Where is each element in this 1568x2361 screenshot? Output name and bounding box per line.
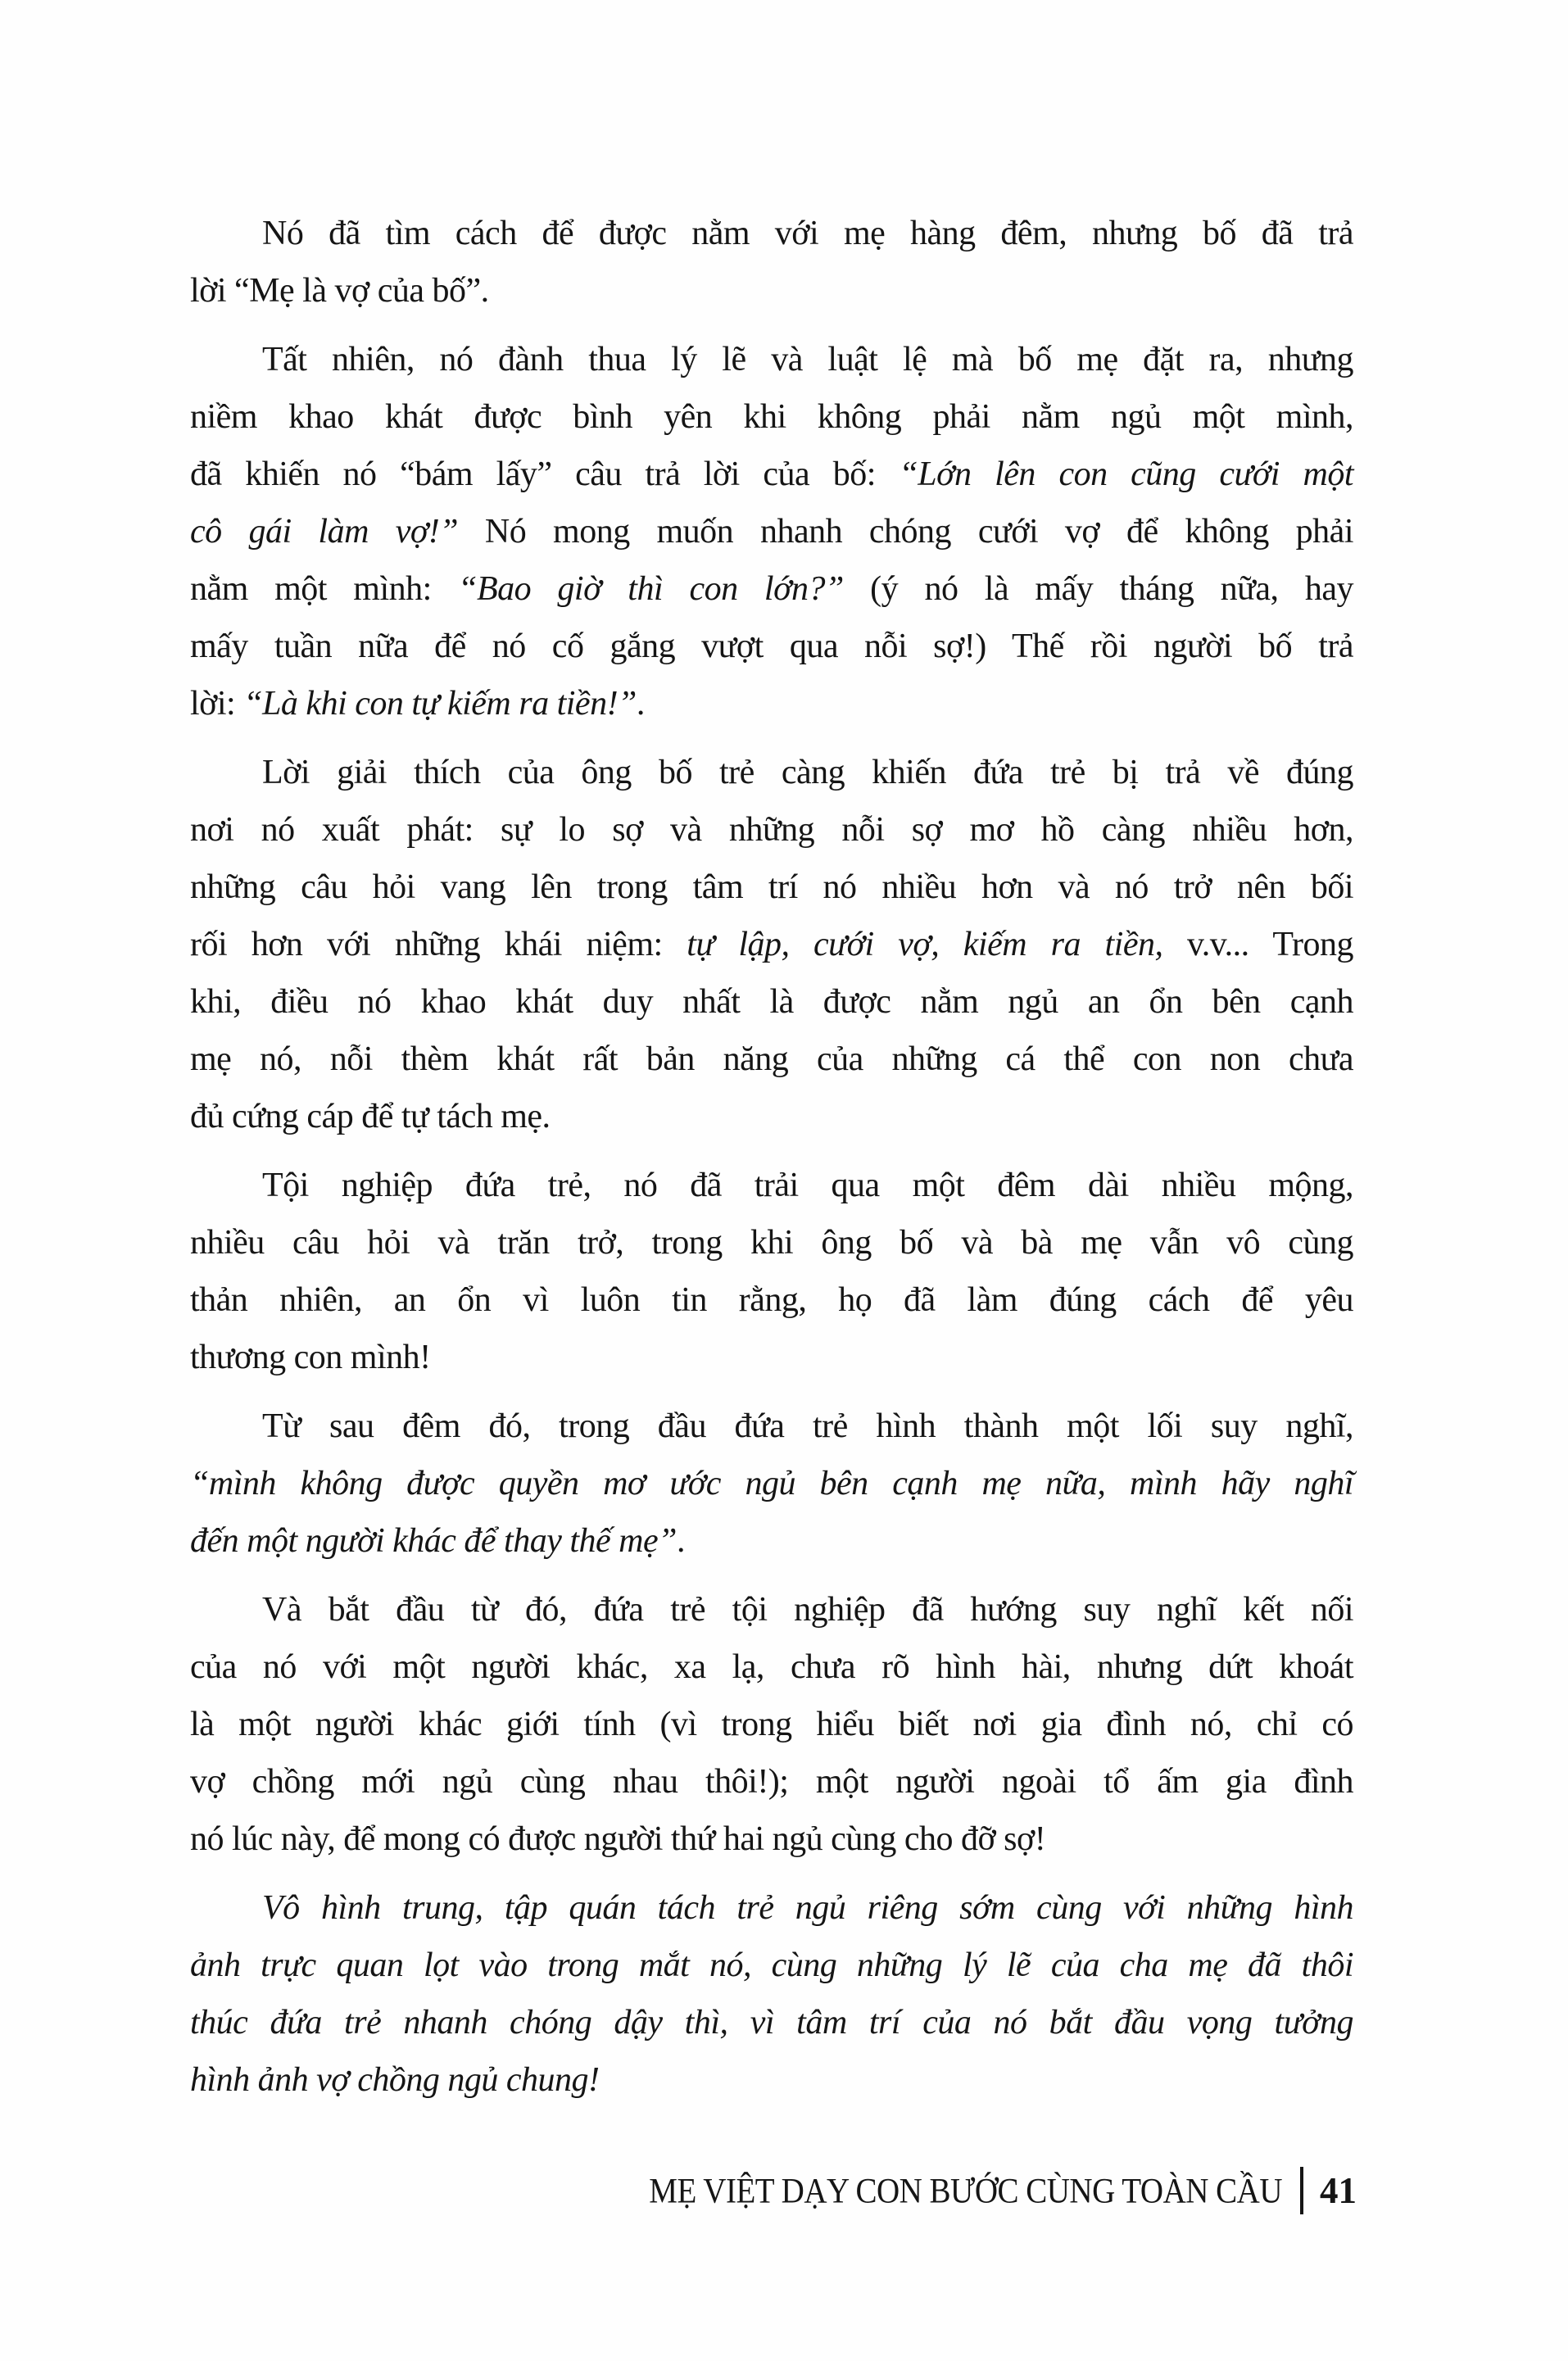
text-segment: nơi nó xuất phát: sự lo sợ và những nỗi sợ mơ hồ càng nhiều hơn, — [190, 811, 1353, 849]
text-line — [190, 1753, 1353, 1810]
text-segment: đã khiến nó “bám lấy” câu trả lời của bố: — [190, 455, 900, 493]
text-segment: của nó với một người khác, xa lạ, chưa rõ hình hài, nhưng dứt khoát — [190, 1648, 1353, 1686]
text-line — [190, 446, 1353, 503]
text-segment: nằm một mình: — [190, 570, 459, 608]
text-line — [190, 1398, 1353, 1455]
text-segment: đủ cứng cáp để tự tách mẹ. — [190, 1098, 551, 1135]
text-segment: mấy tuần nữa để nó cố gắng vượt qua nỗi sợ!) Thế rồi người bố trả — [190, 628, 1353, 665]
text-line — [190, 1638, 1353, 1696]
italic-text-segment: thúc đứa trẻ nhanh chóng dậy thì, vì tâm trí của nó bắt đầu vọng tưởng — [190, 2004, 1353, 2042]
text-line — [190, 1810, 1353, 1868]
text-line — [190, 1512, 1353, 1570]
text-line — [190, 388, 1353, 446]
text-line — [190, 262, 1353, 319]
text-line — [190, 973, 1353, 1031]
text-line — [190, 675, 1353, 732]
text-line — [190, 560, 1353, 618]
italic-text-segment: cô gái làm vợ!” — [190, 513, 459, 551]
text-segment: mẹ nó, nỗi thèm khát rất bản năng của những cá thể con non chưa — [190, 1040, 1353, 1078]
italic-text-segment: “Là khi con tự kiếm ra tiền!” — [243, 685, 637, 723]
text-segment: (ý nó là mấy tháng nữa, hay — [843, 570, 1353, 608]
text-segment: những câu hỏi vang lên trong tâm trí nó nhiều hơn và nó trở nên bối — [190, 868, 1353, 906]
text-segment: . — [677, 1522, 686, 1560]
footer-title: MẸ VIỆT DẠY CON BƯỚC CÙNG TOÀN CẦU — [649, 2170, 1282, 2211]
text-segment: Nó đã tìm cách để được nằm với mẹ hàng đêm, nhưng bố đã trả — [262, 215, 1353, 252]
text-segment: Tội nghiệp đứa trẻ, nó đã trải qua một đêm dài nhiều mộng, — [262, 1167, 1353, 1204]
text-segment: khi, điều nó khao khát duy nhất là được nằm ngủ an ổn bên cạnh — [190, 983, 1353, 1021]
text-segment: niềm khao khát được bình yên khi không phải nằm ngủ một mình, — [190, 398, 1353, 436]
text-segment: . — [636, 685, 645, 723]
text-line — [190, 1994, 1353, 2051]
page-number: 41 — [1320, 2170, 1357, 2211]
text-line — [190, 331, 1353, 388]
text-segment: nhiều câu hỏi và trăn trở, trong khi ông bố và bà mẹ vẫn vô cùng — [190, 1224, 1353, 1262]
text-segment: Từ sau đêm đó, trong đầu đứa trẻ hình thành một lối suy nghĩ, — [262, 1407, 1353, 1445]
text-line — [190, 916, 1353, 973]
text-line — [190, 1879, 1353, 1937]
text-line — [190, 1157, 1353, 1214]
text-line — [190, 1937, 1353, 1994]
running-footer — [649, 2167, 1357, 2214]
text-line — [190, 2051, 1353, 2109]
text-segment: nó lúc này, để mong có được người thứ hai ngủ cùng cho đỡ sợ! — [190, 1820, 1046, 1858]
italic-text-segment: đến một người khác để thay thế mẹ” — [190, 1522, 678, 1560]
italic-text-segment: “Bao giờ thì con lớn?” — [458, 570, 844, 608]
text-segment: rối hơn với những khái niệm: — [190, 926, 687, 963]
text-segment: thản nhiên, an ổn vì luôn tin rằng, họ đã làm đúng cách để yêu — [190, 1281, 1353, 1319]
text-segment: là một người khác giới tính (vì trong hiểu biết nơi gia đình nó, chỉ có — [190, 1706, 1353, 1743]
text-line — [190, 1031, 1353, 1088]
paragraph — [190, 1879, 1353, 2109]
italic-text-segment: Vô hình trung, tập quán tách trẻ ngủ riêng sớm cùng với những hình — [262, 1889, 1353, 1927]
paragraph — [190, 744, 1353, 1145]
italic-text-segment: “mình không được quyền mơ ước ngủ bên cạnh mẹ nữa, mình hãy nghĩ — [190, 1465, 1353, 1502]
text-line — [190, 1214, 1353, 1271]
text-segment: vợ chồng mới ngủ cùng nhau thôi!); một người ngoài tổ ấm gia đình — [190, 1763, 1353, 1801]
text-segment: thương con mình! — [190, 1339, 431, 1376]
paragraph — [190, 1398, 1353, 1570]
footer-divider — [1300, 2167, 1303, 2214]
italic-text-segment: ảnh trực quan lọt vào trong mắt nó, cùng những lý lẽ của cha mẹ đã thôi — [190, 1946, 1353, 1984]
text-block — [190, 205, 1353, 2109]
text-line — [190, 1088, 1353, 1145]
paragraph — [190, 1157, 1353, 1386]
text-segment: Và bắt đầu từ đó, đứa trẻ tội nghiệp đã hướng suy nghĩ kết nối — [262, 1591, 1353, 1629]
text-line — [190, 1581, 1353, 1638]
paragraph — [190, 205, 1353, 319]
text-line — [190, 205, 1353, 262]
text-segment: Lời giải thích của ông bố trẻ càng khiến đứa trẻ bị trả về đúng — [262, 754, 1353, 791]
text-line — [190, 503, 1353, 560]
text-line — [190, 859, 1353, 916]
italic-text-segment: hình ảnh vợ chồng ngủ chung! — [190, 2061, 600, 2099]
text-segment: Nó mong muốn nhanh chóng cưới vợ để không phải — [458, 513, 1353, 551]
paragraph — [190, 1581, 1353, 1868]
text-line — [190, 1696, 1353, 1753]
text-line — [190, 618, 1353, 675]
italic-text-segment: tự lập, cưới vợ, kiếm ra tiền, — [687, 926, 1163, 963]
text-line — [190, 744, 1353, 801]
text-line — [190, 801, 1353, 859]
text-segment: lời “Mẹ là vợ của bố”. — [190, 272, 489, 310]
text-segment: Tất nhiên, nó đành thua lý lẽ và luật lệ mà bố mẹ đặt ra, nhưng — [262, 341, 1353, 378]
italic-text-segment: “Lớn lên con cũng cưới một — [899, 455, 1353, 493]
text-line — [190, 1271, 1353, 1329]
paragraph — [190, 331, 1353, 732]
text-line — [190, 1455, 1353, 1512]
text-segment: v.v... Trong — [1162, 926, 1354, 963]
text-segment: lời: — [190, 685, 244, 723]
text-line — [190, 1329, 1353, 1386]
